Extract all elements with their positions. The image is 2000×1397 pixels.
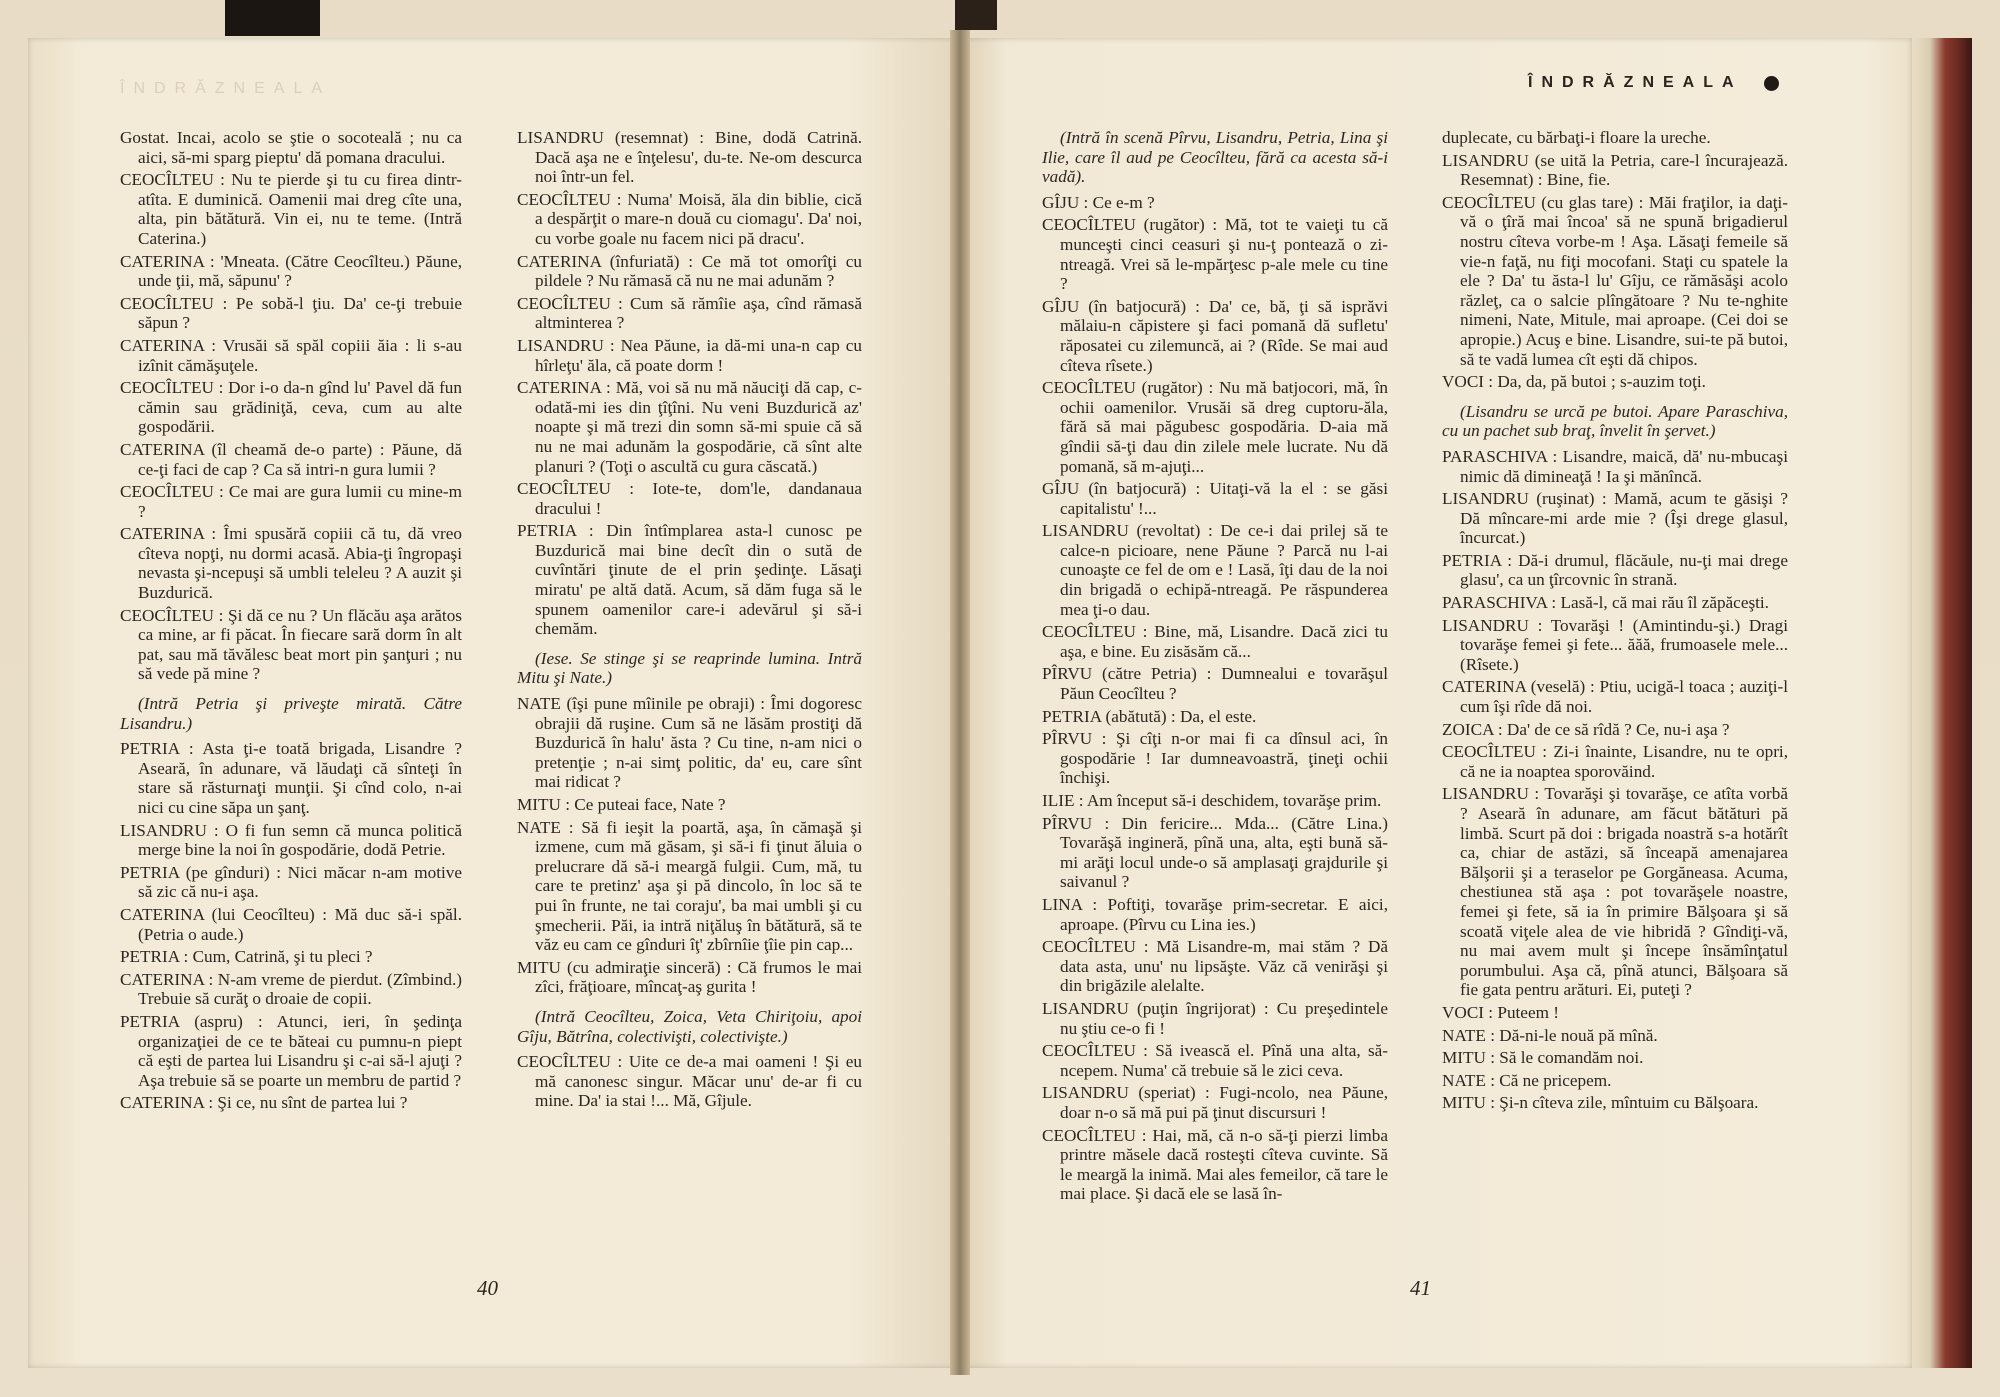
dialogue-paragraph: PARASCHIVA : Lasă-l, că mai rău îl zăpăceşti. bbox=[1442, 593, 1769, 613]
dialogue-paragraph: LISANDRU : Nea Păune, ia dă-mi una-n cap cu hîrleţu' ăla, că poate dorm ! bbox=[517, 335, 862, 375]
dialogue-paragraph: GÎJU : Ce e-m ? bbox=[1042, 192, 1155, 212]
dialogue-paragraph: PETRIA : Dă-i drumul, flăcăule, nu-ţi mai drege glasu', ca un ţîrcovnic în strană. bbox=[1442, 550, 1788, 590]
dialogue-paragraph: LISANDRU : Tovarăşi ! (Amintindu-şi.) Dragi tovarăşe femei şi fete... ăăă, frumoasele mele... (Rîsete.) bbox=[1442, 615, 1788, 674]
dialogue-paragraph: CEOCÎLTEU (cu glas tare) : Măi fraţilor, ia daţi-vă o ţîră mai încoa' să ne spună brigadierul nostru cîteva vorbe-m ! Aşa. Lăsaţi femeile să vie-n faţă, nu fiţi mocofani. Staţi cu spatele la ele ? Da' tu ăsta-l lu' Gîju, ce rămăsăşi acolo răzleţ, ca o salcie plîngătoare ? Nu te-nghite nimeni, Nate, Mitule, mai aproape. (Cei doi se apropie.) Acuş e bine. Lisandre, sui-te pă butoi, să te vadă lumea cît eşti dă chipos. bbox=[1442, 192, 1788, 369]
dialogue-paragraph: PETRIA : Asta ţi-e toată brigada, Lisandre ? Aseară, în adunare, vă lăudaţi că sînteţi în stare să răsturnaţi munţii. Şi cînd colo, n-ai nici cu cine săpa un şanţ. bbox=[120, 739, 462, 817]
stage-direction: (Intră Petria şi priveşte mirată. Către Lisandru.) bbox=[120, 694, 462, 733]
binding-shadow bbox=[225, 0, 320, 36]
dialogue-paragraph: PÎRVU (către Petria) : Dumnealui e tovarăşul Păun Ceocîlteu ? bbox=[1042, 664, 1388, 704]
dialogue-paragraph: LISANDRU (se uită la Petria, care-l încurajează. Resemnat) : Bine, fie. bbox=[1442, 150, 1788, 190]
dialogue-paragraph: MITU (cu admiraţie sinceră) : Că frumos le mai zîci, frăţioare, mîncaţ-aş gurita ! bbox=[517, 957, 862, 997]
stage-direction: (Iese. Se stinge şi se reaprinde lumina. Intră Mitu şi Nate.) bbox=[517, 648, 862, 688]
dialogue-paragraph: CEOCÎLTEU : Şi dă ce nu ? Un flăcău aşa arătos ca mine, ar fi păcat. În fiecare sară dorm în alt pat, sau mă tăvălesc beat mort pin şanţuri ; nu să vede pă mine ? bbox=[120, 605, 462, 684]
dialogue-paragraph: NATE : Că ne pricepem. bbox=[1442, 1070, 1612, 1090]
binding-top bbox=[955, 0, 997, 30]
running-header: ÎNDRĂZNEALA bbox=[1528, 74, 1743, 91]
dialogue-paragraph: PARASCHIVA : Lisandre, maică, dă' nu-mbucaşi nimic dă dimineaţă ! Ia şi mănîncă. bbox=[1442, 446, 1788, 486]
dialogue-paragraph: duplecate, cu bărbaţi-i floare la ureche. bbox=[1442, 128, 1711, 147]
dialogue-paragraph: Gostat. Incai, acolo se ştie o socoteală ; nu ca aici, să-mi sparg pieptu' dă pomana dracului. bbox=[120, 128, 462, 167]
dialogue-paragraph: NATE (îşi pune mîinile pe obraji) : Îmi dogoresc obrajii dă ruşine. Cum să ne lăsăm prostiţi dă Buzdurică în halu' ăsta ? Cu tine, n-am nici o pretenţie ; n-ai simţ politic, da' eu, care sînt mai ridicat ? bbox=[517, 694, 862, 792]
dialogue-paragraph: CEOCÎLTEU : Nu te pierde şi tu cu firea dintr-atîta. E duminică. Oamenii mai dreg cîte una, alta, pin bătătură. Vin ei, nu te teme. (Intră Caterina.) bbox=[120, 170, 462, 248]
left-column-b bbox=[517, 128, 862, 1114]
dialogue-paragraph: LISANDRU (resemnat) : Bine, dodă Catrină. Dacă aşa ne e înţelesu', du-te. Ne-om descurca noi într-un fel. bbox=[517, 128, 862, 187]
dialogue-paragraph: LISANDRU : Tovarăşi şi tovarăşe, ce atîta vorbă ? Aseară în adunare, am făcut bătături pă limbă. Scurt pă doi : brigada noastră s-a hotărît ca, chiar de astăzi, să înceapă amenajarea Bălşorii şi a teraselor pe Gorgăneasa. Acuma, chestiunea stă aşa : pot tovarăşele noastre, femei şi fete, să ia în primire Bălşoara şi să scoată viţele alea de vie hibridă ? Gîndiţi-vă, nu mai avem mult şi începe însămînţatul porumbului. Aşa că, pînă atunci, Bălşoara să fie gata pentru arături. Ei, puteţi ? bbox=[1442, 784, 1788, 1000]
dialogue-paragraph: LISANDRU (ruşinat) : Mamă, acum te găsişi ? Dă mîncare-mi arde mie ? (Îşi drege glasul, încurcat.) bbox=[1442, 489, 1788, 548]
stage-direction: (Lisandru se urcă pe butoi. Apare Paraschiva, cu un pachet sub braţ, învelit în şervet.) bbox=[1442, 401, 1788, 441]
right-column-b bbox=[1442, 128, 1788, 1116]
dialogue-paragraph: CEOCÎLTEU : Cum să rămîie aşa, cînd rămasă altminterea ? bbox=[517, 293, 862, 333]
dialogue-paragraph: CATERINA (lui Ceocîlteu) : Mă duc să-i spăl. (Petria o aude.) bbox=[120, 904, 462, 944]
dialogue-paragraph: CEOCÎLTEU : Bine, mă, Lisandre. Dacă zici tu aşa, e bine. Eu zisăsăm că... bbox=[1042, 622, 1388, 661]
dialogue-paragraph: CEOCÎLTEU : Dor i-o da-n gînd lu' Pavel dă fun cămin sau grădiniţă, ceva, cum au alte gospodării. bbox=[120, 378, 462, 437]
dialogue-paragraph: PETRIA (pe gînduri) : Nici măcar n-am motive să zic că nu-i aşa. bbox=[120, 862, 462, 902]
dialogue-paragraph: NATE : Dă-ni-le nouă pă mînă. bbox=[1442, 1025, 1658, 1045]
dialogue-paragraph: LISANDRU (revoltat) : De ce-i dai prilej să te calce-n picioare, nene Păune ? Parcă nu l-ai cunoaşte ce fel de om e ! Lasă, îţi dau de la noi din brigadă o echipă-ntreagă. Pe răspunderea mea ţi-o dau. bbox=[1042, 521, 1388, 619]
left-column-a bbox=[120, 128, 462, 1116]
dialogue-paragraph: CATERINA : 'Mneata. (Către Ceocîlteu.) Păune, unde ţii, mă, săpunu' ? bbox=[120, 251, 462, 291]
dialogue-paragraph: MITU : Ce puteai face, Nate ? bbox=[517, 795, 726, 814]
dialogue-paragraph: PETRIA (abătută) : Da, el este. bbox=[1042, 706, 1257, 726]
dialogue-paragraph: LISANDRU : O fi fun semn că munca politică merge bine la noi în gospodărie, dodă Petrie. bbox=[120, 820, 462, 860]
stage-direction: (Intră în scenă Pîrvu, Lisandru, Petria, Lina şi Ilie, care îl aud pe Ceocîlteu, fără ca acesta să-i vadă). bbox=[1042, 128, 1388, 187]
dialogue-paragraph: CATERINA : Şi ce, nu sînt de partea lui ? bbox=[120, 1093, 408, 1113]
dialogue-paragraph: CEOCÎLTEU : Ce mai are gura lumii cu mine-m ? bbox=[120, 482, 462, 521]
dialogue-paragraph: CATERINA : Mă, voi să nu mă năuciţi dă cap, c-odată-mi ies din ţîţîni. Nu veni Buzdurică az' noapte şi mă trezi din somn să-mi spuie că să nu ne mai adunăm la gospodărie, că sînt alte planuri ? (Toţi o ascultă cu gura căscată.) bbox=[517, 378, 862, 476]
dialogue-paragraph: MITU : Şi-n cîteva zile, mîntuim cu Bălşoara. bbox=[1442, 1093, 1759, 1113]
dialogue-paragraph: CATERINA (îl cheamă de-o parte) : Păune, dă ce-ţi faci de cap ? Ca să intri-n gura lumii ? bbox=[120, 439, 462, 479]
dialogue-paragraph: LISANDRU (puţin îngrijorat) : Cu preşedintele nu ştiu ce-o fi ! bbox=[1042, 998, 1388, 1038]
stage-direction: (Intră Ceocîlteu, Zoica, Veta Chiriţoiu, apoi Gîju, Bătrîna, colectivişti, colectivişte.) bbox=[517, 1006, 862, 1046]
dialogue-paragraph: CEOCÎLTEU : Mă Lisandre-m, mai stăm ? Dă data asta, unu' nu lipsăşte. Văz că venirăşi şi din brigăzile alelalte. bbox=[1042, 937, 1388, 996]
show-through-header: ÎNDRĂZNEALA bbox=[120, 80, 332, 97]
dialogue-paragraph: GÎJU (în batjocură) : Da' ce, bă, ţi să isprăvi mălaiu-n căpistere şi faci pomană dă sufletu' răposatei cu zilemuncă, ai ? (Rîde. Se mai aud cîteva rîsete.) bbox=[1042, 296, 1388, 375]
dialogue-paragraph: VOCI : Da, da, pă butoi ; s-auzim toţi. bbox=[1442, 372, 1706, 392]
dialogue-paragraph: CATERINA : N-am vreme de pierdut. (Zîmbind.) Trebuie să curăţ o droaie de copii. bbox=[120, 969, 462, 1009]
book-gutter bbox=[950, 30, 970, 1375]
dialogue-paragraph: CATERINA (veselă) : Ptiu, ucigă-l toaca ; auziţi-l cum îşi rîde dă noi. bbox=[1442, 677, 1788, 717]
dialogue-paragraph: VOCI : Puteem ! bbox=[1442, 1002, 1559, 1022]
dialogue-paragraph: PETRIA (aspru) : Atunci, ieri, în şedinţa organizaţiei de ce te băteai cu pumnu-n piept că eşti de partea lui Lisandru şi c-ai să-l ajuţi ? Aşa trebuie să se poarte un membru de partid ? bbox=[120, 1011, 462, 1090]
dialogue-paragraph: CEOCÎLTEU : Zi-i înainte, Lisandre, nu te opri, că ne ia noaptea sporovăind. bbox=[1442, 742, 1788, 781]
dialogue-paragraph: CEOCÎLTEU : Numa' Moisă, ăla din biblie, cică a despărţit o mare-n două cu ciomagu'. Da' noi, cu vorbe goale nu facem nici pă dracu'. bbox=[517, 189, 862, 248]
dialogue-paragraph: NATE : Să fi ieşit la poartă, aşa, în cămaşă şi izmene, cum mă găsam, şi să-i fi ţinut ăluia o prelucrare dă să-i meargă fulgii. Cum, mă, tu care te pretinz' aşa şi pă dincolo, în loc să te pui în frunte, ne tai coraju', ba mai umbli şi cu şmecherii. Păi, ia intră niţăluş în bătătură, să te văz eu cam ce gînduri îţ' zbîrnîie ţîie pin cap... bbox=[517, 817, 862, 955]
dialogue-paragraph: ILIE : Am început să-i deschidem, tovarăşe prim. bbox=[1042, 791, 1382, 810]
dialogue-paragraph: PÎRVU : Din fericire... Mda... (Către Lina.) Tovarăşă ingineră, pînă una, alta, eşti bună să-mi arăţi locul unde-o să amplasaţi grajdurile şi saivanul ? bbox=[1042, 813, 1388, 892]
dialogue-paragraph: CEOCÎLTEU : Hai, mă, că n-o să-ţi pierzi limba printre măsele dacă rosteşti cîteva cuvinte. Să le meargă la inimă. Mai ales femeilor, că tare le mai place. Şi dacă ele se lasă în- bbox=[1042, 1125, 1388, 1204]
dialogue-paragraph: PETRIA : Din întîmplarea asta-l cunosc pe Buzdurică mai bine decît din o sută de cuvîntări ţinute de el prin şedinţe. Lăsaţi miratu' pe altă dată. Acum, să dăm fuga să le spunem oamenilor care-i adevărul şi să-i chemăm. bbox=[517, 521, 862, 639]
bullet-icon bbox=[1764, 76, 1779, 91]
dialogue-paragraph: CEOCÎLTEU : Să ivească el. Pînă una alta, să-ncepem. Numa' că trebuie să le zici ceva. bbox=[1042, 1041, 1388, 1080]
dialogue-paragraph: CEOCÎLTEU (rugător) : Nu mă batjocori, mă, în ochii oamenilor. Vrusăi să dreg cuptoru-ăla, fără să mai păgubesc gospodăria. D-aia mă gîndii să-ţi dau din zilele mele lucrate. Nu dă pomană, să m-ajuţi... bbox=[1042, 378, 1388, 476]
dialogue-paragraph: CATERINA : Îmi spusără copiii că tu, dă vreo cîteva nopţi, nu dormi acasă. Abia-ţi îngropaşi nevasta şi-ncepuşi să umbli teleleu ? A auzit şi Buzdurică. bbox=[120, 524, 462, 603]
page-number-left: 40 bbox=[477, 1276, 498, 1300]
dialogue-paragraph: PÎRVU : Şi cîţi n-or mai fi ca dînsul aci, în gospodărie ! Iar dumneavoastră, ţineţi ochii închişi. bbox=[1042, 729, 1388, 788]
dialogue-paragraph: LINA : Poftiţi, tovarăşe prim-secretar. E aici, aproape. (Pîrvu cu Lina ies.) bbox=[1042, 894, 1388, 934]
dialogue-paragraph: CEOCÎLTEU : Uite ce de-a mai oameni ! Şi eu mă canonesc singur. Măcar unu' de-ar fi cu mine. Da' ia stai !... Mă, Gîjule. bbox=[517, 1052, 862, 1111]
dialogue-paragraph: LISANDRU (speriat) : Fugi-ncolo, nea Păune, doar n-o să mă pui pă ţinut discursuri ! bbox=[1042, 1083, 1388, 1122]
dialogue-paragraph: CATERINA : Vrusăi să spăl copiii ăia : li s-au izînit cămăşuţele. bbox=[120, 335, 462, 375]
page-number-right: 41 bbox=[1410, 1276, 1431, 1300]
dialogue-paragraph: CATERINA (înfuriată) : Ce mă tot omorîţi cu pildele ? Nu rămasă că nu ne mai adunăm ? bbox=[517, 251, 862, 291]
dialogue-paragraph: MITU : Să le comandăm noi. bbox=[1442, 1048, 1644, 1068]
dialogue-paragraph: ZOICA : Da' de ce să rîdă ? Ce, nu-i aşa ? bbox=[1442, 719, 1730, 739]
dialogue-paragraph: PETRIA : Cum, Catrină, şi tu pleci ? bbox=[120, 947, 373, 967]
dialogue-paragraph: GÎJU (în batjocură) : Uitaţi-vă la el : se găsi capitalistu' !... bbox=[1042, 479, 1388, 518]
book-cover-edge bbox=[1912, 38, 1972, 1368]
dialogue-paragraph: CEOCÎLTEU : Pe sobă-l ţiu. Da' ce-ţi trebuie săpun ? bbox=[120, 293, 462, 333]
right-column-a bbox=[1042, 128, 1388, 1207]
dialogue-paragraph: CEOCÎLTEU (rugător) : Mă, tot te vaieţi tu că munceşti cinci ceasuri şi nu-ţ pontează o zi-ntreagă. Vrei să le-mpărţesc p-ale mele cu tine ? bbox=[1042, 215, 1388, 294]
dialogue-paragraph: CEOCÎLTEU : Iote-te, dom'le, dandanaua dracului ! bbox=[517, 479, 862, 518]
